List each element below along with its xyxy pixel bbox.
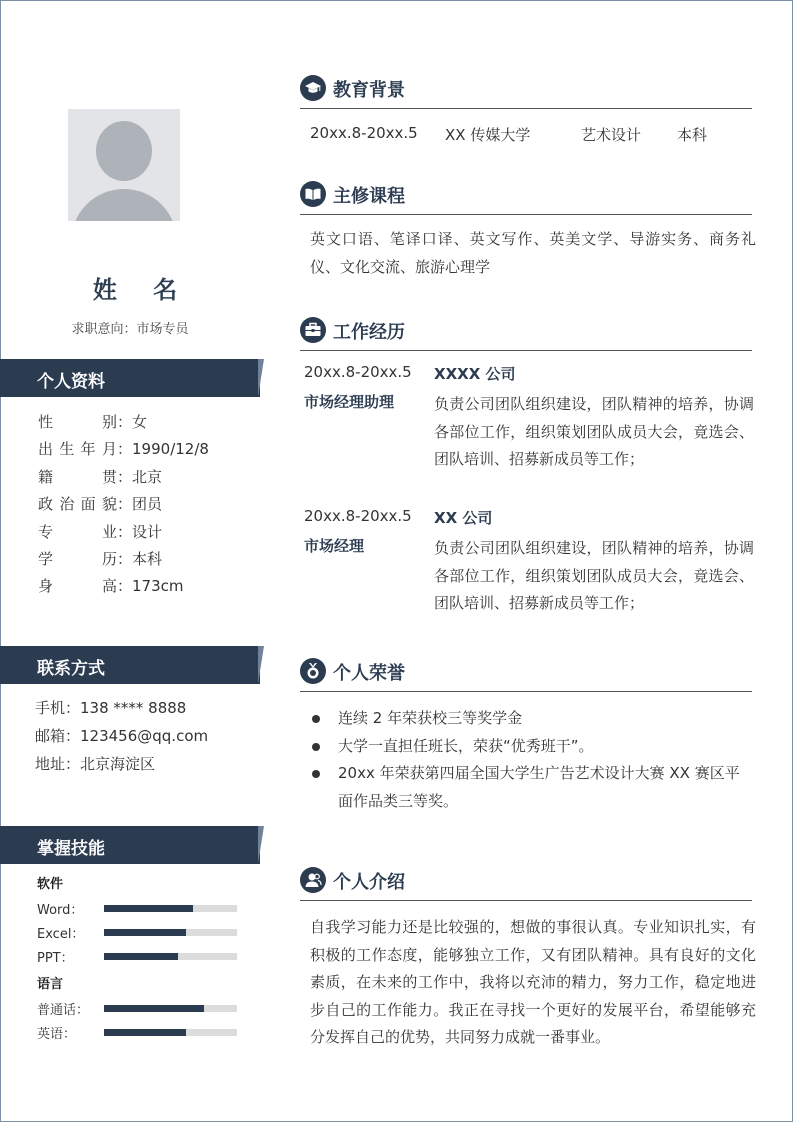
personal-info-label (38, 409, 117, 436)
skill-bar-track (104, 953, 237, 960)
work-company: XXXX 公司 (434, 365, 516, 383)
skill-row (37, 944, 247, 968)
graduation-cap-icon (300, 75, 326, 101)
personal-info-row (38, 464, 258, 491)
label-separator: ： (117, 549, 133, 568)
skill-bar-fill (104, 1029, 186, 1036)
skills-header (0, 826, 264, 864)
contact-address: 地址：北京海淀区 (35, 755, 156, 773)
education-school: XX 传媒大学 (445, 126, 531, 144)
skill-bar-fill (104, 905, 193, 912)
label-char: 面 (80, 495, 96, 514)
label-char: 生 (59, 440, 75, 459)
skill-label: Excel： (37, 926, 85, 942)
skill-row (37, 920, 247, 944)
personal-info-row (38, 409, 258, 436)
personal-info-row (38, 546, 258, 573)
skill-bar-fill (104, 929, 186, 936)
skills-list (37, 874, 247, 1044)
label-separator: ： (117, 467, 133, 486)
personal-info-row (38, 573, 258, 600)
label-char: 性 (38, 413, 54, 431)
skill-bar-track (104, 929, 237, 936)
label-char: 学 (38, 549, 54, 568)
work-period: 20xx.8-20xx.5 (304, 363, 412, 381)
label-char: 籍 (38, 467, 54, 486)
personal-info-list (38, 409, 258, 601)
personal-info-value: 1990/12/8 (132, 440, 209, 459)
personal-info-label (38, 519, 117, 546)
skill-group-software: 软件 (37, 877, 64, 892)
briefcase-icon (300, 317, 326, 343)
skill-group-language: 语言 (37, 977, 64, 992)
personal-info-row (38, 519, 258, 546)
personal-info-label (38, 436, 117, 463)
skill-bar-track (104, 1029, 237, 1036)
personal-info-label (38, 573, 117, 600)
education-header (300, 75, 752, 109)
personal-info-label (38, 546, 117, 573)
courses-header (300, 181, 752, 215)
label-char: 专 (38, 522, 54, 541)
header-slant (258, 646, 264, 684)
contact-list (35, 694, 265, 778)
intro-text: 自我学习能力还是比较强的，想做的事很认真。专业知识扎实，有积极的工作态度，能够独立工作，又有团队精神。具有良好的文化素质，在未来的工作中，我将以充沛的精力，努力工作，稳定地进步自己的工作能力。我正在寻找一个更好的发展平台，希望能够充分发挥自己的优势，共同努力成就一番事业。 (310, 918, 756, 1046)
avatar-head-shape (96, 121, 152, 181)
label-char: 别 (101, 413, 117, 431)
skill-label: Word： (37, 902, 84, 918)
label-char: 月 (101, 440, 117, 459)
header-slant (258, 359, 264, 397)
education-row (310, 124, 707, 145)
personal-info-value: 173cm (132, 577, 184, 596)
skill-row (37, 896, 247, 920)
personal-info-row (38, 491, 258, 518)
personal-info-header (0, 359, 264, 397)
medal-icon (300, 658, 326, 684)
personal-info-title: 个人资料 (37, 372, 105, 392)
work-description: 负责公司团队组织建设，团队精神的培养，协调各部位工作，组织策划团队成员大会，竟选会、团队培训、招募新成员等工作； (434, 539, 754, 612)
avatar-placeholder (68, 109, 180, 221)
honors-title: 个人荣誉 (333, 663, 405, 684)
label-char: 高 (101, 577, 117, 596)
header-slant (258, 826, 264, 864)
contact-title: 联系方式 (37, 659, 105, 679)
contact-header (0, 646, 264, 684)
personal-info-label (38, 491, 117, 518)
work-company: XX 公司 (434, 509, 493, 527)
honor-item (310, 733, 750, 761)
education-degree: 本科 (677, 126, 708, 144)
label-char: 业 (101, 522, 117, 541)
label-char: 历 (101, 549, 117, 568)
honors-list (310, 705, 750, 815)
label-char: 年 (80, 440, 96, 459)
contact-phone: 手机：138 **** 8888 (35, 699, 187, 717)
label-separator: ： (117, 495, 133, 514)
work-period: 20xx.8-20xx.5 (304, 507, 412, 525)
intro-title: 个人介绍 (333, 872, 405, 893)
skill-bar-fill (104, 953, 178, 960)
avatar-body-shape (71, 189, 177, 221)
skill-row (37, 996, 247, 1020)
job-intent: 求职意向：市场专员 (71, 322, 189, 337)
work-header (300, 317, 752, 351)
work-position: 市场经理 (304, 537, 365, 555)
personal-info-value: 女 (132, 413, 148, 431)
label-char: 身 (38, 577, 54, 596)
personal-info-value: 团员 (132, 495, 163, 514)
label-separator: ： (117, 577, 133, 596)
honor-item (310, 705, 750, 733)
bullet-icon (312, 743, 320, 751)
personal-info-value: 本科 (132, 549, 163, 568)
label-separator: ： (117, 522, 133, 541)
label-char: 貌 (101, 495, 117, 514)
contact-email: 邮箱：123456@qq.com (35, 727, 209, 745)
skill-label: 英语： (37, 1026, 77, 1042)
skills-title: 掌握技能 (37, 839, 105, 859)
label-separator: ： (117, 413, 133, 431)
bullet-icon (312, 770, 320, 778)
personal-info-row (38, 436, 258, 463)
honor-text: 大学一直担任班长，荣获“优秀班干”。 (338, 736, 594, 755)
honor-text: 连续 2 年荣获校三等奖学金 (338, 709, 523, 727)
label-char: 政 (38, 495, 54, 514)
candidate-name: 姓 名 (92, 276, 192, 304)
honor-text: 20xx 年荣获第四届全国大学生广告艺术设计大赛 XX 赛区平面作品类三等奖。 (338, 764, 740, 810)
bullet-icon (312, 715, 320, 723)
honor-item (310, 760, 750, 815)
book-icon (300, 181, 326, 207)
users-icon (300, 867, 326, 893)
education-period: 20xx.8-20xx.5 (310, 124, 418, 142)
skill-bar-track (104, 905, 237, 912)
personal-info-value: 设计 (132, 522, 163, 541)
work-position: 市场经理助理 (304, 393, 395, 411)
courses-text: 英文口语、笔译口译、英文写作、英美文学、导游实务、商务礼仪、文化交流、旅游心理学 (310, 230, 756, 276)
label-char: 出 (38, 440, 54, 459)
education-title: 教育背景 (333, 80, 405, 101)
skill-bar-fill (104, 1005, 204, 1012)
label-separator: ： (117, 440, 133, 459)
personal-info-label (38, 464, 117, 491)
skill-label: PPT： (37, 950, 74, 966)
personal-info-value: 北京 (132, 467, 163, 486)
label-char: 贯 (101, 467, 117, 486)
education-major: 艺术设计 (581, 126, 642, 144)
work-description: 负责公司团队组织建设，团队精神的培养，协调各部位工作，组织策划团队成员大会，竟选会、团队培训、招募新成员等工作； (434, 395, 754, 468)
skill-row (37, 1020, 247, 1044)
intro-header (300, 867, 752, 901)
courses-title: 主修课程 (333, 186, 405, 207)
skill-label: 普通话： (37, 1002, 90, 1018)
label-char: 治 (59, 495, 75, 514)
skill-bar-track (104, 1005, 237, 1012)
work-title: 工作经历 (333, 322, 405, 343)
honors-header (300, 658, 752, 692)
